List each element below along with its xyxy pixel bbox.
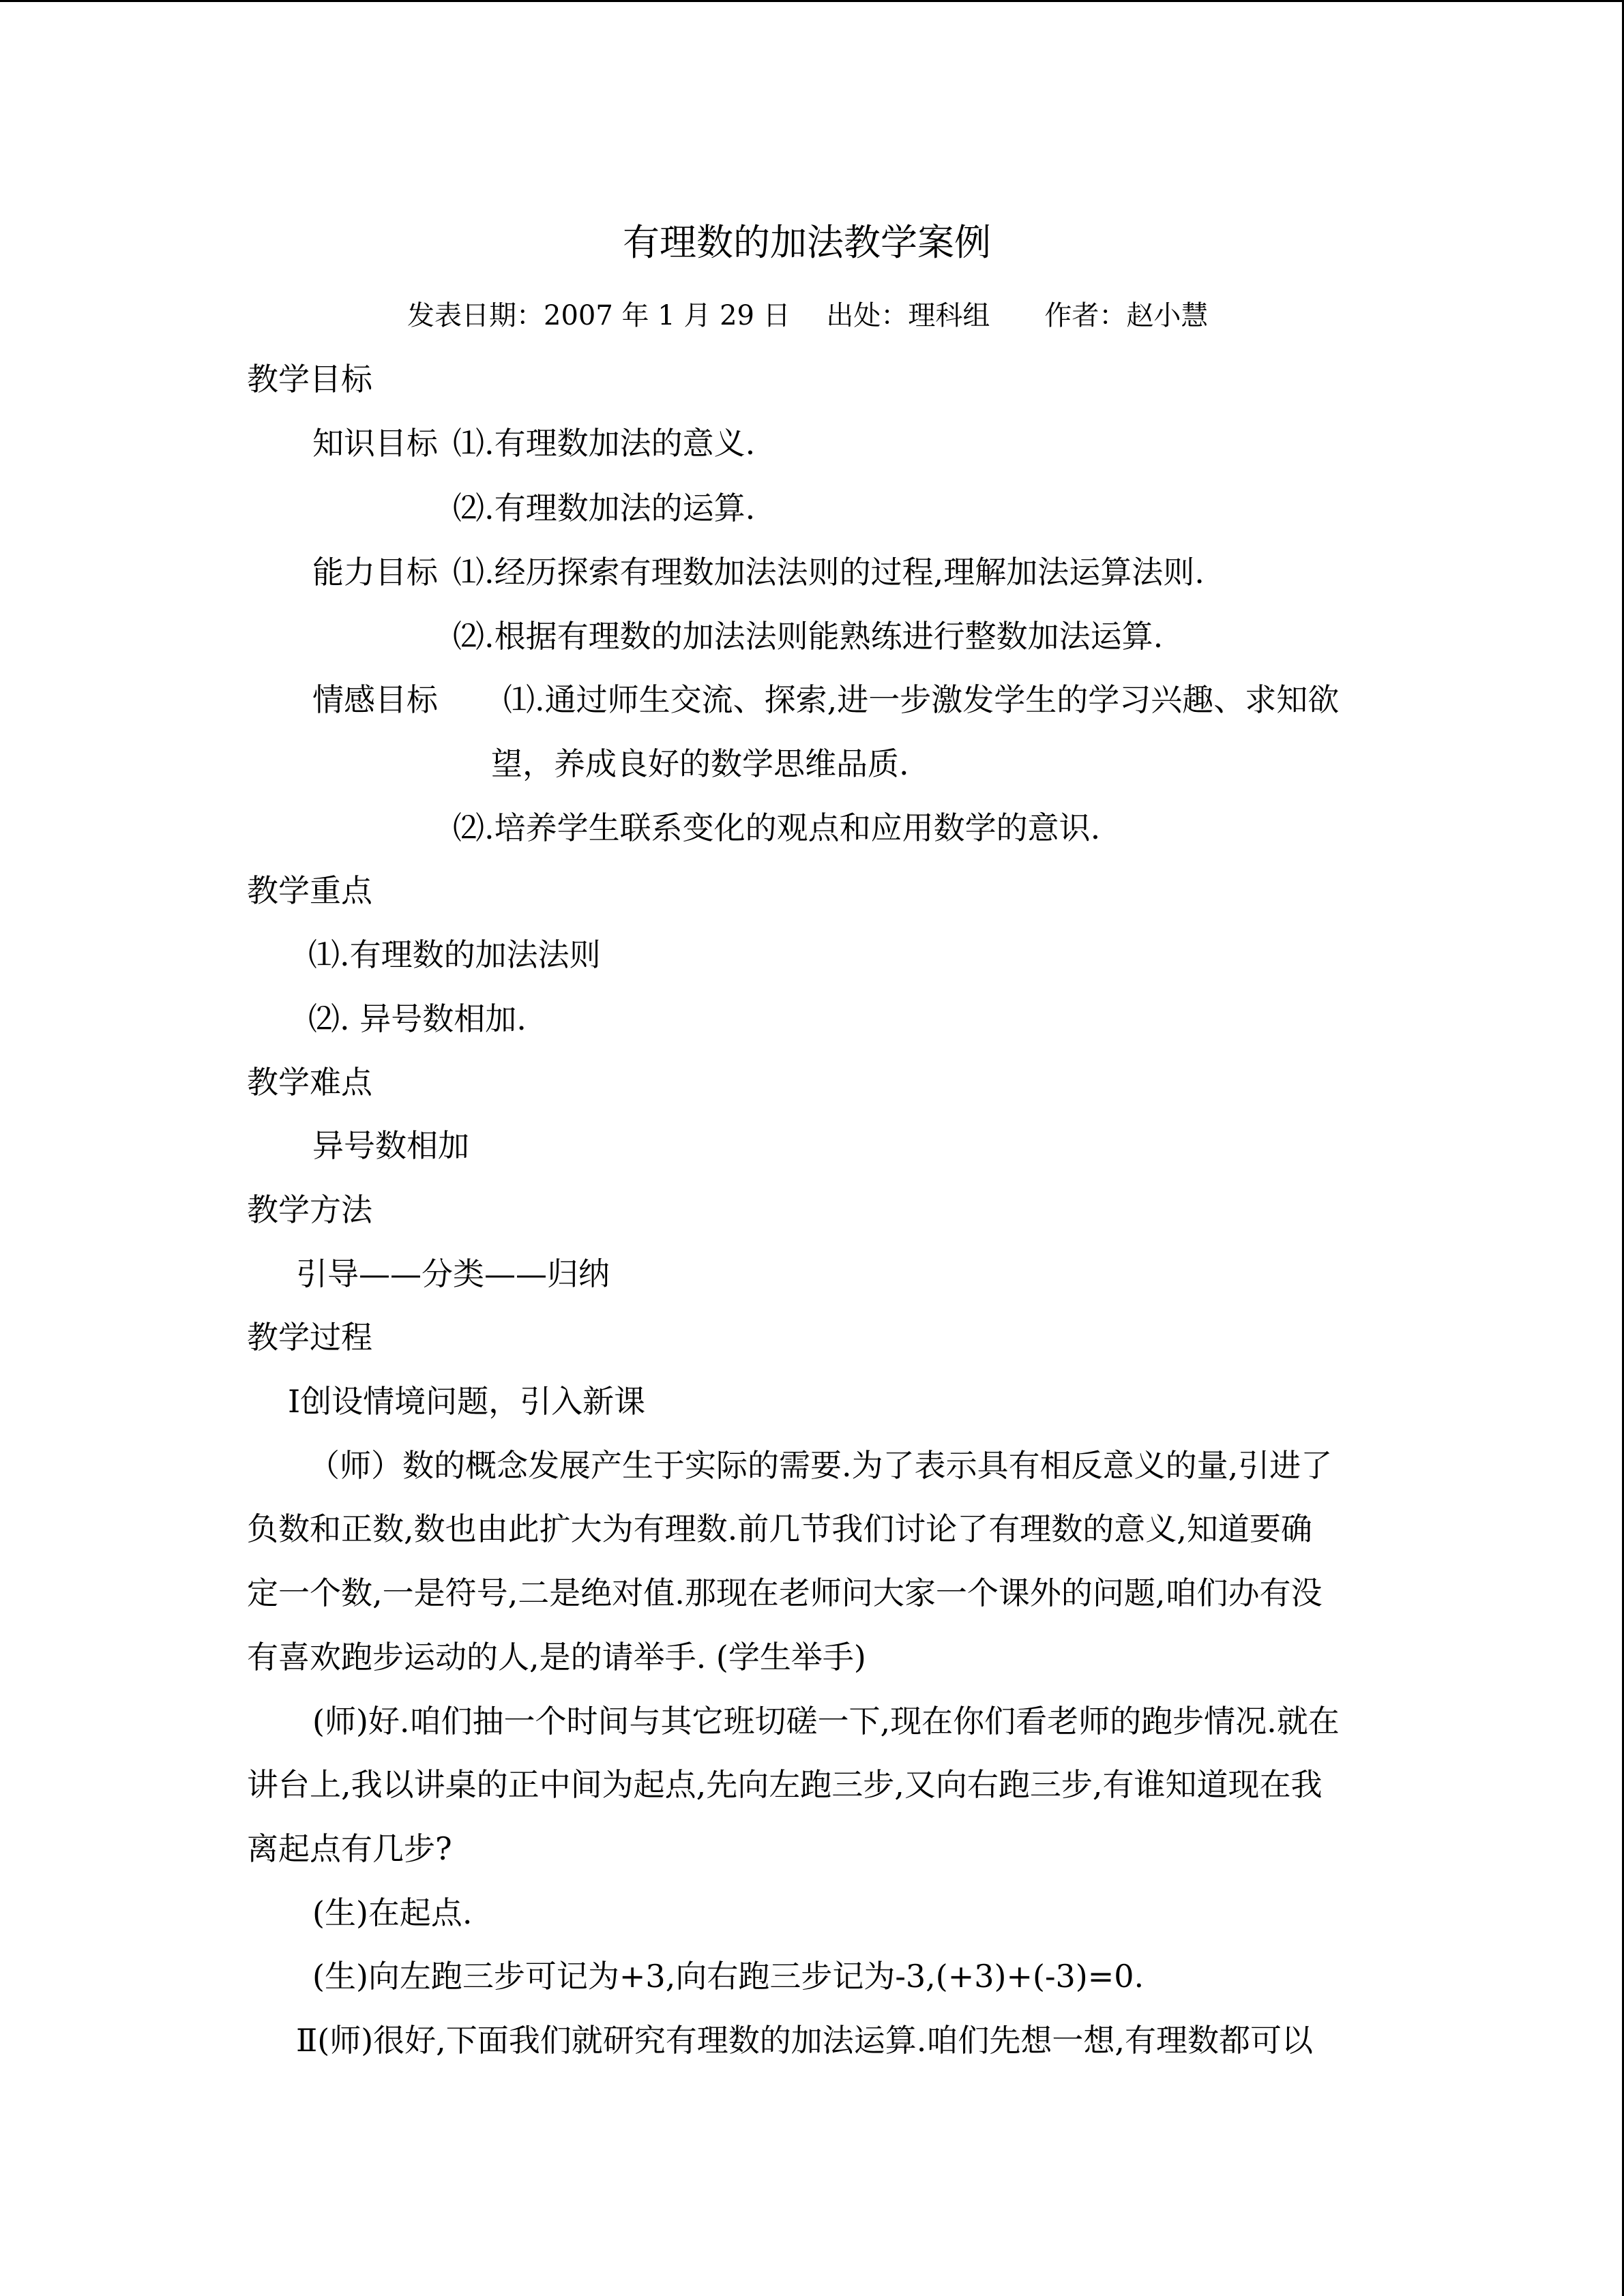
knowledge-item-1: ⑴.有理数加法的意义. <box>453 425 756 462</box>
paragraph-3: (生)在起点. <box>312 1894 473 1931</box>
paragraph-2-line-3: 离起点有几步? <box>247 1830 452 1867</box>
difficulty-item-1: 异号数相加 <box>312 1127 469 1164</box>
knowledge-label: 知识目标 <box>312 425 438 462</box>
emotion-item-1b: 望，养成良好的数学思维品质. <box>491 745 909 782</box>
document-body <box>0 2 1622 2296</box>
method-item-1: 引导——分类——归纳 <box>296 1255 610 1292</box>
objectives-heading: 教学目标 <box>247 361 372 398</box>
paragraph-1-line-4: 有喜欢跑步运动的人,是的请举手. (学生举手) <box>247 1639 866 1675</box>
emotion-label: 情感目标 <box>312 681 438 718</box>
publication-meta: 发表日期：2007 年 1 月 29 日 出处：理科组 作者：赵小慧 <box>407 300 1209 331</box>
paragraph-2-line-2: 讲台上,我以讲桌的正中间为起点,先向左跑三步,又向右跑三步,有谁知道现在我 <box>247 1766 1323 1803</box>
ability-item-2: ⑵.根据有理数的加法法则能熟练进行整数加法运算. <box>453 618 1164 655</box>
page-title: 有理数的加法教学案例 <box>623 221 991 264</box>
paragraph-2-line-1: (师)好.咱们抽一个时间与其它班切磋一下,现在你们看老师的跑步情况.就在 <box>312 1703 1340 1740</box>
key-points-heading: 教学重点 <box>247 872 372 909</box>
key-point-1: ⑴.有理数的加法法则 <box>308 936 601 973</box>
paragraph-1-line-1: （师）数的概念发展产生于实际的需要.为了表示具有相反意义的量,引进了 <box>308 1447 1333 1484</box>
key-point-2: ⑵. 异号数相加. <box>308 1000 527 1037</box>
paragraph-1-line-3: 定一个数,一是符号,二是绝对值.那现在老师问大家一个课外的问题,咱们办有没 <box>247 1575 1323 1611</box>
paragraph-1-line-2: 负数和正数,数也由此扩大为有理数.前几节我们讨论了有理数的意义,知道要确 <box>247 1510 1312 1547</box>
emotion-item-2: ⑵.培养学生联系变化的观点和应用数学的意识. <box>453 809 1101 846</box>
method-heading: 教学方法 <box>247 1191 372 1228</box>
paragraph-4: (生)向左跑三步可记为+3,向右跑三步记为-3,(+3)+(-3)=0. <box>312 1958 1145 1995</box>
ability-item-1: ⑴.经历探索有理数加法法则的过程,理解加法运算法则. <box>453 554 1205 591</box>
process-heading: 教学过程 <box>247 1319 372 1356</box>
emotion-item-1a: ⑴.通过师生交流、探索,进一步激发学生的学习兴趣、求知欲 <box>503 681 1340 718</box>
process-step-1: Ⅰ创设情境问题，引入新课 <box>288 1383 646 1420</box>
ability-label: 能力目标 <box>312 554 438 591</box>
paragraph-5: Ⅱ(师)很好,下面我们就研究有理数的加法运算.咱们先想一想,有理数都可以 <box>296 2022 1314 2059</box>
difficulty-heading: 教学难点 <box>247 1064 372 1101</box>
knowledge-item-2: ⑵.有理数加法的运算. <box>453 490 756 526</box>
